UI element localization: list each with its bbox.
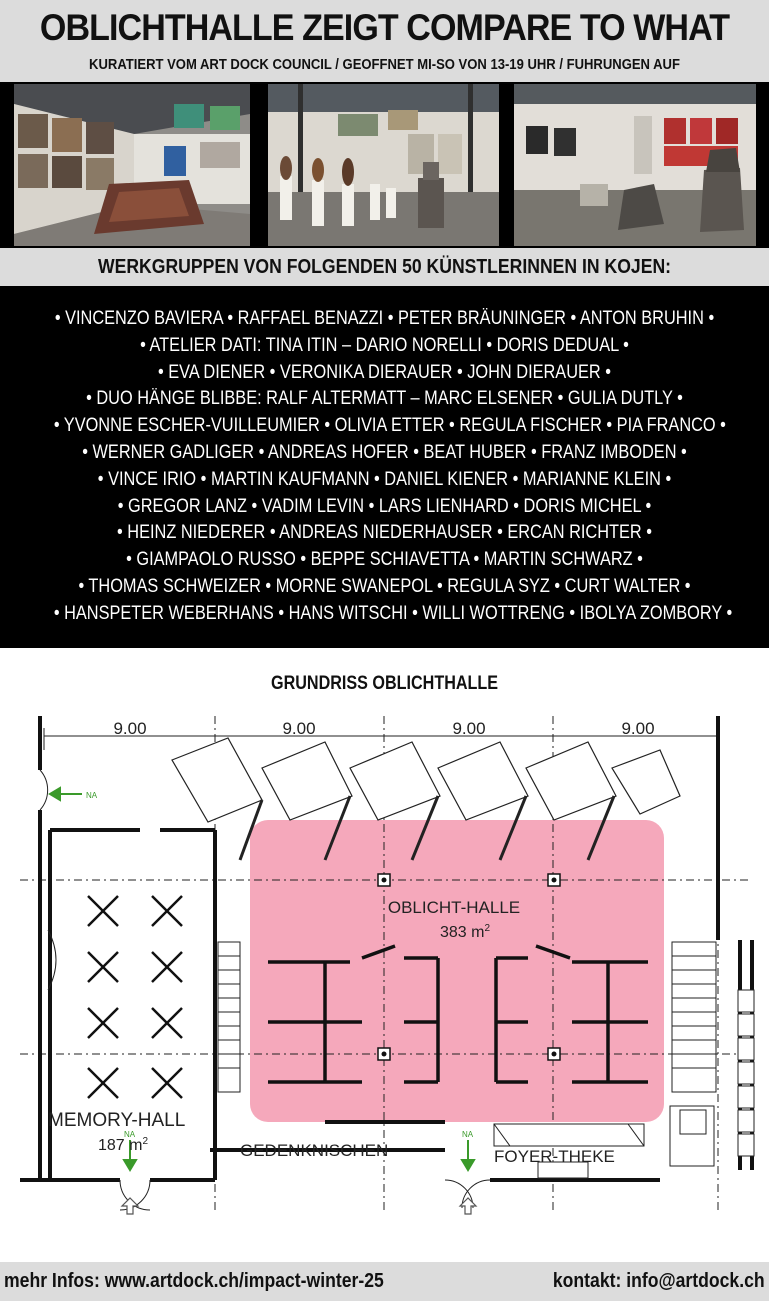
artist-line: • DUO HÄNGE BLIBBE: RALF ALTERMATT – MARC ELSENER • GULIA DUTLY • [86, 388, 683, 410]
artist-line: • HANSPETER WEBERHANS • HANS WITSCHI • WILLI WOTTRENG • IBOLYA ZOMBORY • [53, 602, 733, 624]
artists-header-bar [0, 248, 769, 286]
oblicht-hall-area-value: 383 m [439, 924, 485, 941]
artist-line: • GREGOR LANZ • VADIM LEVIN • LARS LIENHARD • DORIS MICHEL • [117, 495, 652, 517]
memory-hall-area-value: 187 m [98, 1137, 143, 1154]
na-label: NA [462, 1130, 474, 1139]
footer [0, 1262, 769, 1301]
artist-line: • WERNER GADLIGER • ANDREAS HOFER • BEAT HUBER • FRANZ IMBODEN • [82, 441, 687, 463]
emergency-exit-arrow-icon [50, 788, 60, 800]
dimension-label: 9.00 [113, 719, 147, 738]
floorplan-title-text: GRUNDRISS OBLICHTHALLE [270, 673, 499, 694]
svg-text:187 m2 [98, 1136, 148, 1154]
emergency-exit-arrow-icon [124, 1160, 136, 1170]
artist-line: • YVONNE ESCHER-VUILLEUMIER • OLIVIA ETTER • REGULA FISCHER • PIA FRANCO • [53, 415, 726, 437]
dimension-label: 9.00 [621, 719, 655, 738]
dimension-label: 9.00 [282, 719, 316, 738]
na-label: NA [86, 791, 98, 800]
artist-line: • ATELIER DATI: TINA ITIN – DARIO NORELLI • DORIS DEDUAL • [140, 334, 629, 356]
area-unit-sup: 2 [484, 923, 491, 934]
floorplan [0, 710, 769, 1258]
artist-line: • THOMAS SCHWEIZER • MORNE SWANEPOL • REGULA SYZ • CURT WALTER • [78, 575, 691, 597]
artist-line: • HEINZ NIEDERER • ANDREAS NIEDERHAUSER • ERCAN RICHTER • [117, 522, 652, 544]
oblicht-hall-name: OBLICHT-HALLE [387, 898, 521, 917]
artist-line: • EVA DIENER • VERONIKA DIERAUER • JOHN DIERAUER • [158, 361, 611, 383]
exhibition-photo-left [14, 84, 250, 246]
floorplan-title [0, 672, 769, 696]
gedenknischen-label: GEDENKNISCHEN [240, 1141, 389, 1160]
photo-strip [0, 82, 769, 248]
artist-line: • VINCENZO BAVIERA • RAFFAEL BENAZZI • PETER BRÄUNINGER • ANTON BRUHIN • [54, 308, 715, 329]
page-title: OBLICHTHALLE ZEIGT COMPARE TO WHAT [39, 7, 730, 48]
exhibition-photo-center [268, 84, 499, 246]
entry-arrow-icon [460, 1198, 476, 1214]
page-subtitle: KURATIERT VOM ART DOCK COUNCIL / GEOFFNET MI-SO VON 13-19 UHR / FUHRUNGEN AUF [89, 57, 680, 73]
emergency-exit-arrow-icon [462, 1160, 474, 1170]
more-info-link[interactable]: mehr Infos: www.artdock.ch/impact-winter-25 [4, 1270, 384, 1292]
foyer-theke-label: FOYER-THEKE [494, 1147, 615, 1166]
artist-line: • GIAMPAOLO RUSSO • BEPPE SCHIAVETTA • MARTIN SCHWARZ • [126, 549, 643, 571]
contact-email-link[interactable]: kontakt: info@artdock.ch [553, 1270, 765, 1292]
artists-heading: WERKGRUPPEN VON FOLGENDEN 50 KÜNSTLERINNEN IN KOJEN: [97, 256, 672, 278]
dimension-label: 9.00 [452, 719, 486, 738]
artist-line: • VINCE IRIO • MARTIN KAUFMANN • DANIEL KIENER • MARIANNE KLEIN • [97, 468, 672, 490]
svg-text:383 m2 [440, 923, 490, 941]
oblicht-hall-area [250, 820, 664, 1122]
artists-list [0, 286, 769, 648]
memory-hall-name: MEMORY-HALL [48, 1110, 186, 1131]
entry-arrow-icon [122, 1198, 138, 1214]
na-label: NA [124, 1130, 136, 1139]
area-unit-sup: 2 [142, 1136, 149, 1147]
header [0, 0, 769, 82]
exhibition-photo-right [514, 84, 756, 246]
